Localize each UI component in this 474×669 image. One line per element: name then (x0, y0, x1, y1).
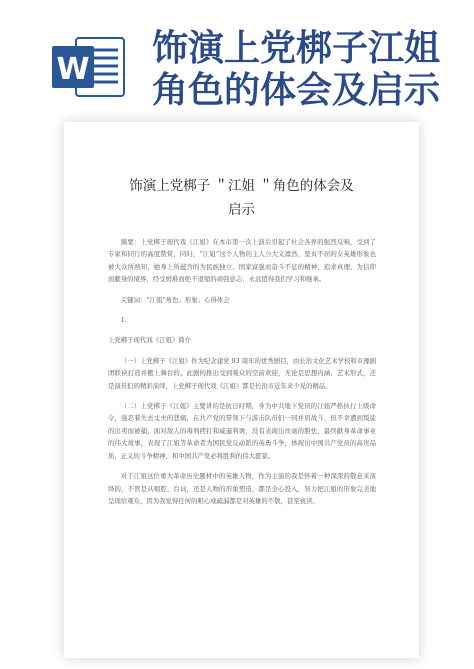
body-paragraph-2: （二）上党梆子《江姐》主要讲的是抗日时期，身为中共地下党员的江姐严格执行上级命令，强忍着失去丈夫的悲痛，在共产党的带领下与游击队员们一同并肩战斗，但不幸遭到叛徒的出卖而被捕，面对敌人的毒刑拷打和威逼利诱，没有表现出丝毫的胆怯，最终献身革命事业的伟大故事，表现了江姐等革命者为国民党反动派的英勇斗争，体现出中国共产党员的高贵品质，正义的斗争精神，和中国共产党必将胜利的伟大愿景。 (108, 402, 376, 460)
keywords-line: 关键词：“江姐”角色；形象；心得体会 (120, 295, 230, 304)
abstract-paragraph: 摘要：上党梆子现代戏《江姐》在本市第一次上演后引起了社会各界的强烈反响，受到了专家和同行的高度赞赏，同时，“江姐”这个人物的主人公大义凛然、坚贞不屈的女英雄形象也被大众所熟知，她身上所蕴含的为民族独立、国家富强而奋斗不息的精神，追求真理、为信仰而献身的境界，经受磨难而绝不退缩的顽强意志，永远值得我们学习和继承。 (108, 238, 376, 284)
word-logo-letter: W (56, 52, 90, 87)
document-title (64, 174, 419, 222)
document-title-line1: 饰演上党梆子 ＂江姐 ＂角色的体会及 (129, 178, 354, 194)
banner (0, 0, 474, 115)
body-paragraph-1: （一）上党梆子《江姐》作为纪念建党 93 周年的优秀剧目，由长治文化艺术学校和市豫剧团联袂打造并搬上舞台的。此剧的推出受到观众的空前欢迎，无论是思想内涵、艺术形式，还是演员们的精彩演绎，上党梆子现代戏《江姐》都是长治市近年来少见的精品。 (108, 356, 376, 390)
document-title-line2: 启示 (228, 202, 255, 218)
word-icon (50, 34, 126, 100)
banner-title-line1: 饰演上党梆子江姐 (152, 28, 441, 69)
document-body (108, 236, 376, 507)
body-paragraph-3: 对于江姐这位重大革命历史题材中的英雄人物，作为主演的我是怀着一种深深的敬意来演绎的，不管是从唱腔、台词，还是人物的形象塑造，都是全心投入，努力把江姐的形象完美地呈现给观众，因为我觉得任何的粗心或疏漏都是对英雄的不敬，甚至亵渎。 (108, 472, 376, 505)
section-heading: 上党梆子现代戏《江姐》简介 (108, 336, 192, 345)
banner-title-line2: 角色的体会及启示 (152, 70, 441, 111)
document-page (64, 122, 419, 658)
section-number: 1. (120, 316, 127, 325)
banner-title (152, 28, 472, 112)
